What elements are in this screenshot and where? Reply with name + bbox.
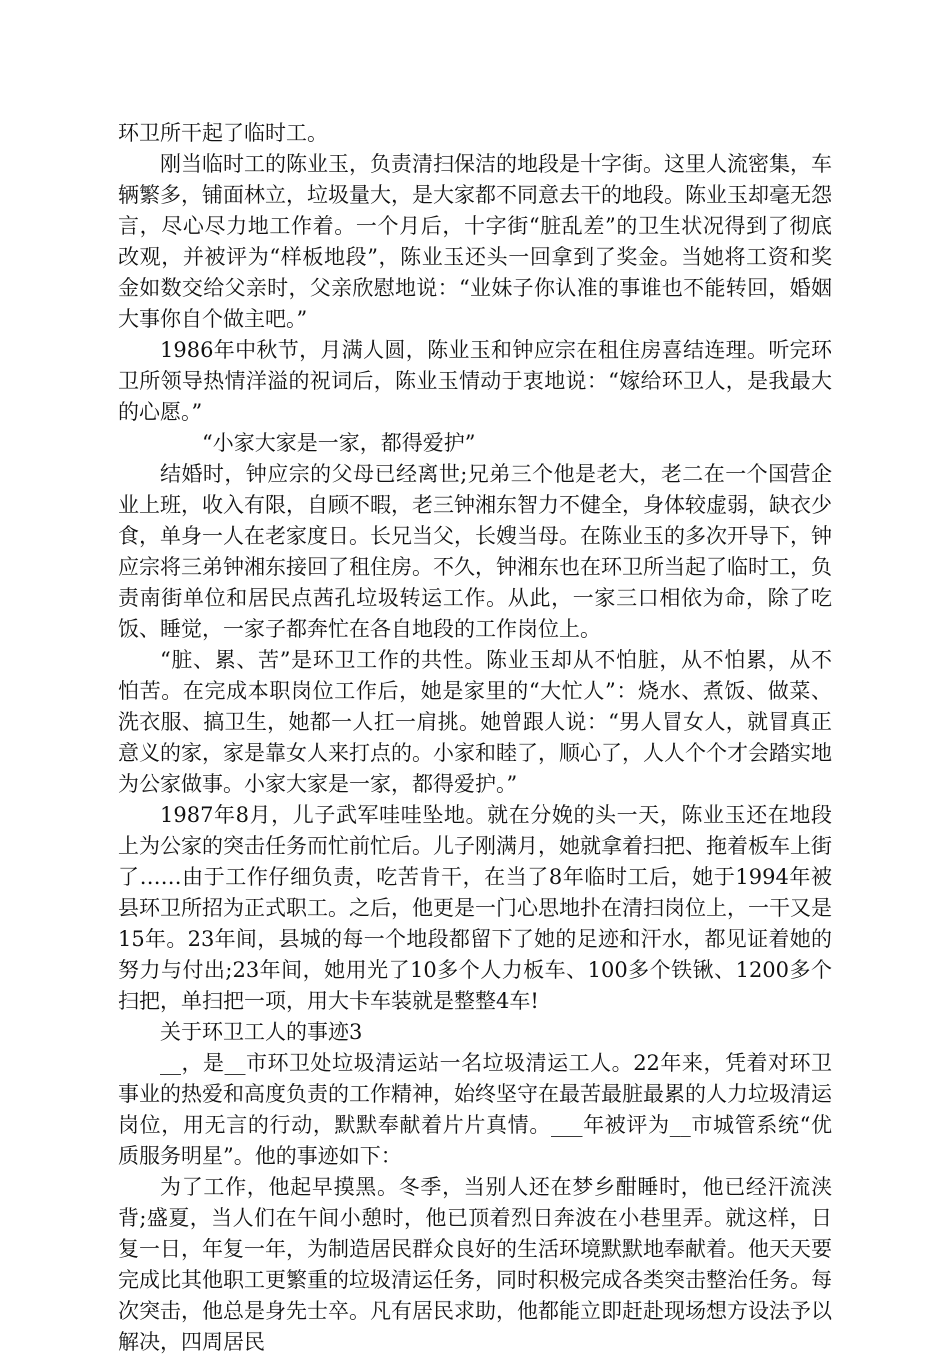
body-paragraph: “脏、累、苦”是环卫工作的共性。陈业玉却从不怕脏，从不怕累，从不怕苦。在完成本职岗位工作后，她是家里的“大忙人”：烧水、煮饭、做菜、洗衣服、搞卫生，她都一人扛一肩挑。她曾跟人说：“男人冒女人，就冒真正意义的家，家是靠女人来打点的。小家和睦了，顺心了，人人个个才会踏实地为公家做事。小家大家是一家，都得爱护。” [118,648,832,796]
body-paragraph: __，是__市环卫处垃圾清运站一名垃圾清运工人。22年来，凭着对环卫事业的热爱和高度负责的工作精神，始终坚守在最苦最脏最累的人力垃圾清运岗位，用无言的行动，默默奉献着片片真情。___年被评为__市城管系统“优质服务明星”。他的事迹如下： [118,1051,832,1168]
body-paragraph: 1987年8月，儿子武军哇哇坠地。就在分娩的头一天，陈业玉还在地段上为公家的突击任务而忙前忙后。儿子刚满月，她就拿着扫把、拖着板车上街了……由于工作仔细负责，吃苦肯干，在当了8年临时工后，她于1994年被县环卫所招为正式职工。之后，他更是一门心思地扑在清扫岗位上，一干又是15年。23年间，县城的每一个地段都留下了她的足迹和汗水，都见证着她的努力与付出;23年间，她用光了10多个人力板车、100多个铁锹、1200多个扫把，单扫把一项，用大卡车装就是整整4车! [118,803,832,1013]
body-paragraph: 刚当临时工的陈业玉，负责清扫保洁的地段是十字街。这里人流密集，车辆繁多，铺面林立，垃圾量大，是大家都不同意去干的地段。陈业玉却毫无怨言，尽心尽力地工作着。一个月后，十字街“脏乱差”的卫生状况得到了彻底改观，并被评为“样板地段”，陈业玉还头一回拿到了奖金。当她将工资和奖金如数交给父亲时，父亲欣慰地说：“业妹子你认准的事谁也不能转回，婚姻大事你自个做主吧。” [118,152,832,331]
section-heading: 关于环卫工人的事迹3 [160,1020,363,1044]
body-paragraph: 为了工作，他起早摸黑。冬季，当别人还在梦乡酣睡时，他已经汗流浃背;盛夏，当人们在午间小憩时，他已顶着烈日奔波在小巷里弄。就这样，日复一日，年复一年，为制造居民群众良好的生活环境默默地奉献着。他天天要完成比其他职工更繁重的垃圾清运任务，同时积极完成各类突击整治任务。每次突击，他总是身先士卒。凡有居民求助，他都能立即赶赴现场想方设法予以解决，四周居民 [118,1175,832,1354]
body-paragraph: 结婚时，钟应宗的父母已经离世;兄弟三个他是老大，老二在一个国营企业上班，收入有限，自顾不暇，老三钟湘东智力不健全，身体较虚弱，缺衣少食，单身一人在老家度日。长兄当父，长嫂当母。在陈业玉的多次开导下，钟应宗将三弟钟湘东接回了租住房。不久，钟湘东也在环卫所当起了临时工，负责南街单位和居民点茜孔垃圾转运工作。从此，一家三口相依为命，除了吃饭、睡觉，一家子都奔忙在各自地段的工作岗位上。 [118,462,832,641]
body-paragraph: 1986年中秋节，月满人圆，陈业玉和钟应宗在租住房喜结连理。听完环卫所领导热情洋溢的祝词后，陈业玉情动于衷地说：“嫁给环卫人，是我最大的心愿。” [118,338,832,424]
document-page [118,118,832,1358]
section-subheading: “小家大家是一家，都得爱护” [202,431,476,455]
continuation-paragraph: 环卫所干起了临时工。 [118,121,328,145]
